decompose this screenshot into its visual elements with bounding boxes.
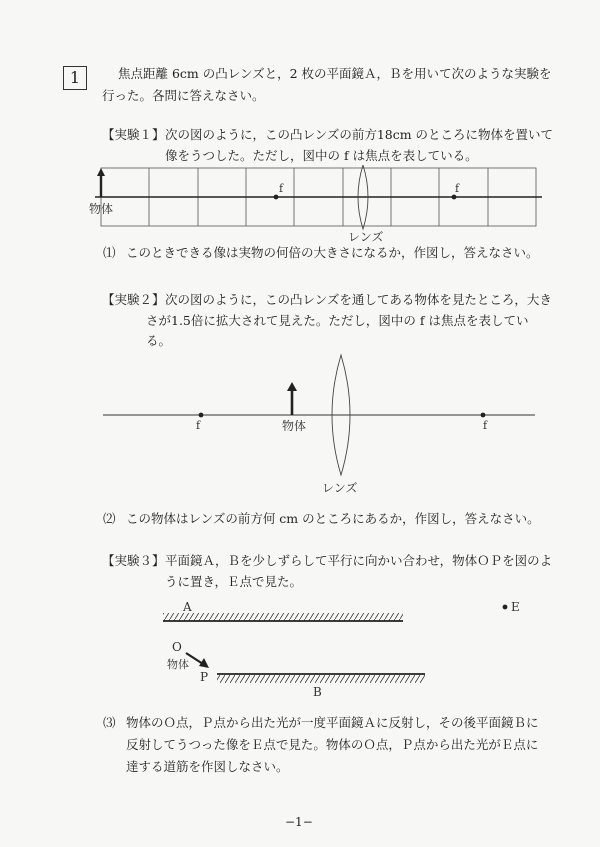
mirror-b-label: B (313, 685, 322, 699)
mirror-b-hatching (217, 675, 425, 683)
exp1-line-2: 像をうつした。ただし，図中の f は焦点を表している。 (165, 148, 478, 163)
exp1-focus-label-left: f (279, 182, 284, 195)
exp1-focus-left (274, 195, 279, 200)
exp1-object-label: 物体 (89, 202, 114, 216)
q3-number: ⑶ (103, 715, 116, 730)
exp2-figure (95, 350, 545, 495)
exp3-line-2: うに置き，Ｅ点で見た。 (165, 574, 303, 589)
question-number: 1 (63, 66, 87, 90)
point-e-label: E (511, 600, 520, 614)
exp2-label: 【実験２】 (102, 292, 165, 307)
exp1-focus-right (452, 195, 457, 200)
exp2-focus-label-right: f (483, 419, 488, 432)
exp2-arrow-head (287, 382, 297, 391)
q3-line-2: 反射してうつった像をＥ点で見た。物体のＯ点，Ｐ点から出た光がＥ点に (126, 737, 539, 752)
point-o-label: O (172, 640, 182, 654)
exp2-line-1: 次の図のように，この凸レンズを通してある物体を見たところ，大き (165, 292, 552, 307)
exp2-focus-label-left: f (196, 419, 201, 432)
exp3-figure (155, 595, 535, 700)
q3-line-1: 物体のＯ点，Ｐ点から出た光が一度平面鏡Ａに反射し，その後平面鏡Ｂに (126, 715, 539, 730)
exp2-line-3: る。 (146, 333, 172, 348)
point-e (503, 605, 508, 610)
exp1-label: 【実験１】 (102, 127, 165, 142)
exp1-lens-label: レンズ (348, 230, 384, 244)
mirror-a-label: A (183, 600, 192, 614)
exp2-lens-label: レンズ (322, 481, 358, 495)
point-p-label: P (200, 670, 209, 684)
exp3-object-label: 物体 (167, 658, 189, 671)
exp2-line-2: さが1.5倍に拡大されて見えた。ただし，図中の f は焦点を表してい (146, 313, 529, 328)
intro-line-1: 焦点距離 6cm の凸レンズと，2 枚の平面鏡Ａ，Ｂを用いて次のような実験を (118, 66, 552, 81)
exp1-figure (80, 165, 560, 245)
page-number: −1− (285, 815, 313, 829)
q2-text: この物体はレンズの前方何 cm のところにあるか，作図し，答えなさい。 (126, 511, 540, 526)
exp1-line-1: 次の図のように，この凸レンズの前方18cm のところに物体を置いて (165, 127, 554, 142)
q3-line-3: 達する道筋を作図しなさい。 (126, 759, 289, 774)
q1-text: このときできる像は実物の何倍の大きさになるか，作図し，答えなさい。 (126, 245, 539, 260)
exp3-label: 【実験３】 (102, 553, 165, 568)
exp1-focus-label-right: f (455, 182, 460, 195)
mirror-a-hatching (163, 613, 403, 621)
exp2-focus-left (199, 413, 204, 418)
q2-number: ⑵ (103, 511, 116, 526)
exp3-line-1: 平面鏡Ａ，Ｂを少しずらして平行に向かい合わせ，物体ＯＰを図のよ (165, 553, 553, 568)
exp2-focus-right (481, 413, 486, 418)
intro-line-2: 行った。各問に答えなさい。 (102, 88, 265, 103)
q1-number: ⑴ (103, 245, 116, 260)
exp2-object-label: 物体 (282, 419, 307, 433)
exp1-arrow-head (97, 168, 105, 176)
